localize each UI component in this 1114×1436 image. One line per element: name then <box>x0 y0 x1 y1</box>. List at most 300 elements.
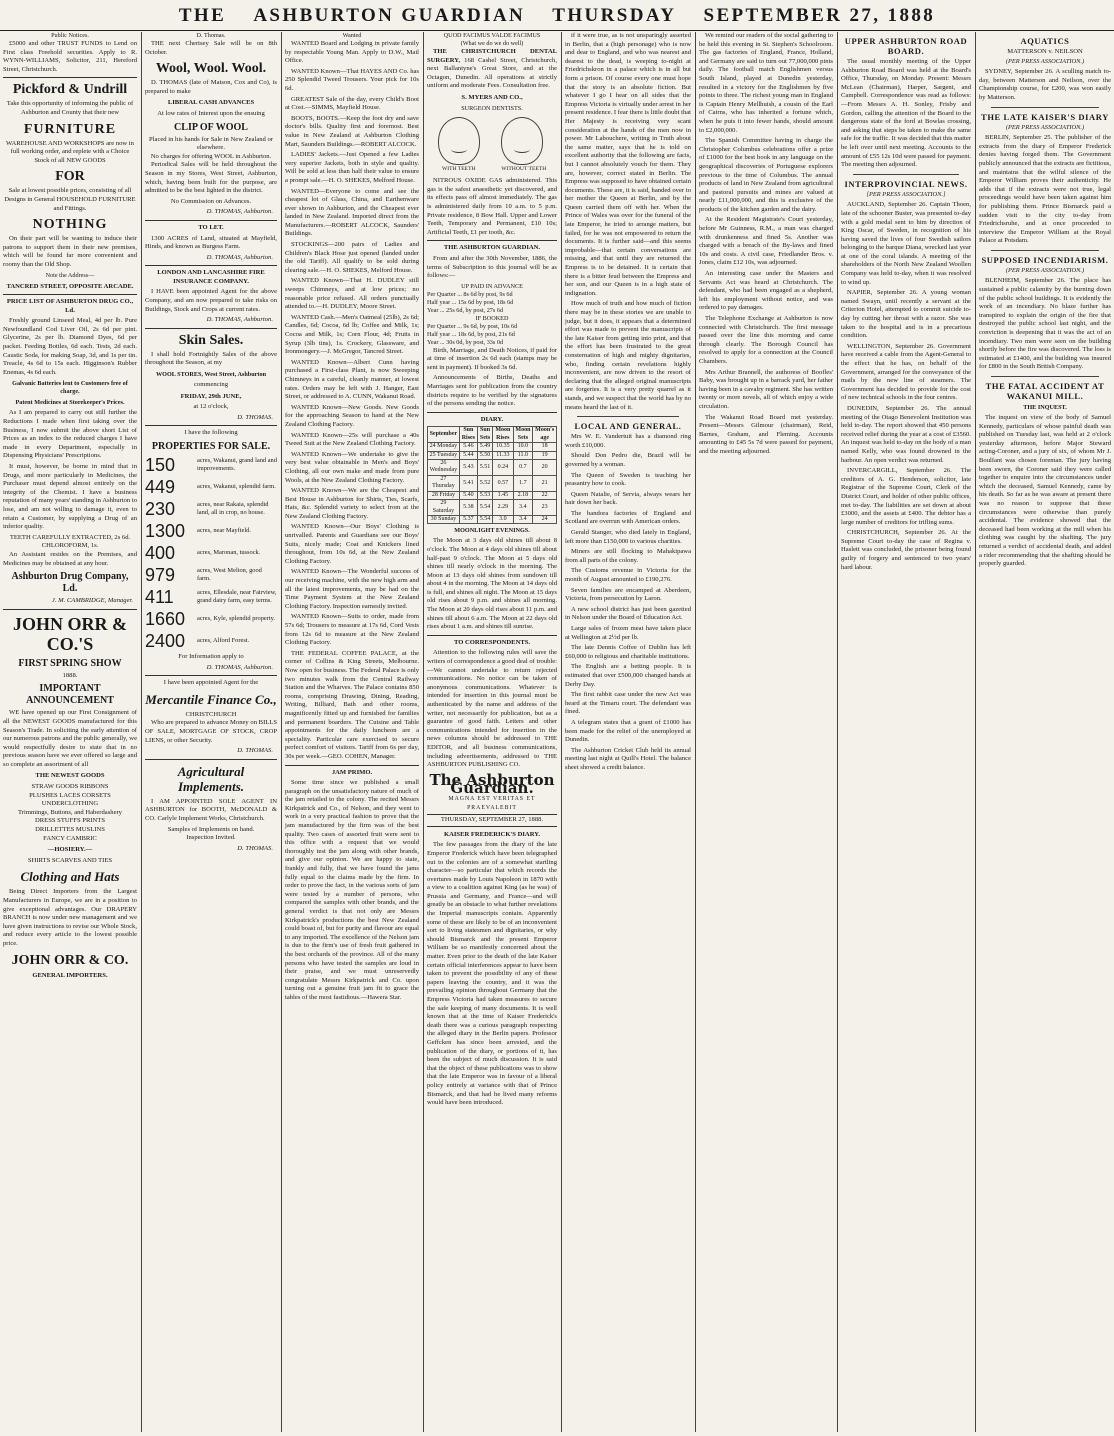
furniture-heading: FURNITURE <box>23 121 117 137</box>
table-cell: 5.51 <box>477 460 492 476</box>
goods-line: UNDERCLOTHING <box>41 800 99 808</box>
goods-line: STRAW GOODS RIBBONS <box>31 783 109 791</box>
signature: D. THOMAS. <box>237 413 273 421</box>
property-row <box>145 499 277 519</box>
table-cell: 5.54 <box>477 500 492 516</box>
table-cell: 18 <box>533 443 557 451</box>
divider <box>3 294 137 295</box>
clothing-body: Being Direct Importers from the Largest Manufacturers in Europe, we are in a position to give exceptional advantages. Our DRAPERY BRANCH is now under new management and we have given instructions to revise our Whole Stock, and reduce every article to the lowest possible price. <box>3 888 137 947</box>
mercantile-heading: Mercantile Finance Co., <box>145 691 277 707</box>
divider <box>145 675 277 676</box>
column-6 <box>696 32 836 1430</box>
table-row <box>428 451 557 459</box>
signature: D. THOMAS. <box>237 747 273 755</box>
late-kaiser-body: BERLIN, September 25. The publisher of the extracts from the diary of Emperor Frederick denies having forged them. The Government publicly announced that the extracts are fictitious, and maintains that the wilful silence of the Emperor William proves their authenticity. He adds that if the extracts were not true, legal proceedings would have been taken against him for publishing them. Prince Bismarck paid a sudden visit to the city to-day from Friedrichsruhe, and at once proceeded to interview the Emperor William at the Royal Palace at Potsdam. <box>979 134 1111 245</box>
property-row <box>145 587 277 607</box>
property-acres: 150 <box>145 455 176 475</box>
pickford-body: Take this opportunity of informing the public of Ashburton and County that their new <box>6 100 134 116</box>
signature: D. THOMAS, Ashburton. <box>206 316 273 324</box>
table-cell: 29 Saturday <box>428 500 460 516</box>
local-continued: The Spanish Committee having in charge the Christopher Columbus celebrations offer a prize of £1000 for the best book in any language on the geographical discoveries of Portuguese explorers previous to the time of Columbus. The annual products of land in New Zealand from agricultural and pastoral pursuits and mines are valued at nearly £11,000,000, and this is exclusive of the products of the kitchen garden and the dairy. <box>699 137 833 213</box>
table-cell: 3.0 <box>493 515 513 523</box>
patent-note: Patent Medicines at Storekeeper's Prices. <box>15 399 125 407</box>
classified-ad: LADIES' Jackets.—Just Opened a few Ladies very superior Jackets, both in style and quality. Will be sold at less than half their value to ensure a prompt sale.—H. O. SHEKES, Melford House. <box>285 151 419 184</box>
address-note: Note the Address— <box>45 271 95 279</box>
property-desc: acres, West Melton, good farm. <box>197 567 262 582</box>
property-row <box>145 455 277 475</box>
table-cell: 3.4 <box>513 515 533 523</box>
local-item: Seven families are encamped at Aberdeen, Victoria, from persecution by Laron. <box>565 586 691 603</box>
face-with-teeth <box>438 117 480 174</box>
classified-ad: WANTED Known—We are the Cheapest and Best House in Ashburton for Shirts, Ties, Scarfs, Hats, &c. Splendid variety to select from at the New Zealand Clothing Factory. <box>285 487 419 520</box>
news-item: AUCKLAND, September 26. Captain Thoen, late of the schooner Buster, was presented to-day with a gold medal sent to him by direction of King Oscar, of Sweden, in recognition of his having saved the lives of four Swedish sailors belonging to the barque Diana, wrecked last year at one of the coral islands. A meeting of the shareholders of the North New Zealand Woollen Company was held to-day, when it was resolved to wind up. <box>841 201 971 286</box>
local-item: The first rabbit case under the new Act was heard at the Timaru court. The defendant was fined. <box>565 691 691 716</box>
goods-line: DRILLETTES MUSLINS <box>35 826 105 834</box>
road-board-heading: UPPER ASHBURTON ROAD BOARD. <box>844 36 968 56</box>
classified-ad: WANTED Known—Our Boys' Clothing is unrivalled. Parents and Guardians see our Boys' Suits, nicely made; Coat and Knickers lined throughout, from 10s 6d, at the New Zealand Clothing Factory. <box>285 523 419 565</box>
local-continued: Mrs Arthur Brannell, the authoress of Boofles' Baby, was brought up in a barrack yard, her father having been in a cavalry regiment. She has written twenty or more novels, all of which enjoy a wide circulation. <box>699 368 833 410</box>
property-acres: 1300 <box>145 521 186 541</box>
table-cell: 5.52 <box>477 475 492 491</box>
press-association: (PER PRESS ASSOCIATION.) <box>1005 57 1085 65</box>
table-cell: 1.45 <box>493 491 513 499</box>
table-cell: 24 <box>533 515 557 523</box>
local-continued: The Telephone Exchange at Ashburton is now connected with Christchurch. The first message passed over the line this morning and came through clearly. The Borough Council has resolved to apply for a connection at the Council Chambers. <box>699 315 833 365</box>
goods-line: FANCY CAMBRIC <box>43 834 97 842</box>
property-desc: acres, Alford Forest. <box>197 637 250 644</box>
dental-heading: THE CHRISTCHURCH DENTAL SURGERY, <box>427 48 557 64</box>
property-acres: 1660 <box>145 609 186 629</box>
property-desc: acres, near Rakaia, splendid land, all in crop, no house. <box>197 501 269 516</box>
property-desc: acres, Wakanui, splendid farm. <box>197 483 276 490</box>
incendiarism-body: BLENHEIM, September 26. The place has sustained a public calamity by the burning down of the public school buildings. It is evidently the work of an incendiary. No blaze further has transpired to explain the origin of the fire that destroyed the public school last night, and the conviction is deepening that it was the act of an incendiary. Two men were seen on the building shortly before the fire was discovered. The loss is estimated at £1400, and the building was insured for £800 in the South British Company. <box>979 277 1111 371</box>
furniture-body: WAREHOUSE AND WORKSHOPS are now in full working order, and replete with a Choice Stock of all NEW GOODS <box>6 139 134 164</box>
property-desc: acres, Maronan, tussock. <box>197 549 261 556</box>
table-row <box>428 500 557 516</box>
divider <box>285 765 419 766</box>
agri-body: I AM APPOINTED SOLE AGENT IN ASHBURTON for BOOTH, McDONALD & CO. Carlyle Implement Works, Christchurch. <box>145 797 277 822</box>
face-icon <box>438 117 480 165</box>
surgeon-line: SURGEON DENTISTS. <box>461 104 523 112</box>
mercantile-body: Who are prepared to advance Money on BILLS OF SALE, MORTGAGE OF STOCK, CROP LIENS, or other Security. <box>145 719 277 744</box>
table-cell: 5.40 <box>459 491 477 499</box>
jam-heading: JAM PRIMO. <box>331 768 373 776</box>
local-item: Miners are still flocking to Mahakipawa from all parts of the colony. <box>565 548 691 564</box>
column-2 <box>142 32 280 1430</box>
classified-ad: BOOTS, BOOTS.—Keep the foot dry and save doctor's bills. Quality first and foremost. Best value in New Zealand at Ashburton Clothing Mart, Saunders Buildings.—ROBERT ALCOCK. <box>285 114 419 148</box>
table-cell: 3.4 <box>513 500 533 516</box>
local-general-heading: LOCAL AND GENERAL. <box>574 421 682 432</box>
no-commission: No Commission on Advances. <box>170 197 252 205</box>
particulars-line: For Information apply to <box>178 653 244 660</box>
correspondents-heading: TO CORRESPONDENTS. <box>453 638 531 646</box>
table-cell: 5.53 <box>477 491 492 499</box>
table-row <box>428 515 557 523</box>
table-cell: 5.54 <box>477 515 492 523</box>
masthead-title <box>0 5 1114 27</box>
newest-goods: THE NEWEST GOODS <box>35 772 105 780</box>
wool-heading: Wool, Wool. Wool. <box>155 61 267 77</box>
press-association: (PER PRESS ASSOCIATION.) <box>1005 266 1085 274</box>
divider <box>577 416 679 417</box>
dental-body-2: NITROUS OXIDE GAS administered. This gas is the safest anaesthetic yet discovered, and its effects pass off almost immediately. The gas is administered daily from 10 a.m. to 5 p.m. Private residence, 8 Bow Hall. Upper and Lower Teeth, Temporary and Permanent, £10 10s; Artificial Teeth, £1 per tooth, &c. <box>427 177 557 236</box>
inquest-heading: THE INQUEST. <box>1023 404 1067 411</box>
diary-header: Moon's age <box>533 427 557 443</box>
section-heading: D. Thomas. <box>196 32 226 39</box>
signature: D. THOMAS, Ashburton. <box>206 663 273 671</box>
no-charges: No charges for offering WOOL in Ashburton. <box>150 152 272 160</box>
table-cell: 26 Wednesday <box>428 460 460 476</box>
table-row <box>428 460 557 476</box>
announcements-notice: Announcements of Births, Deaths and Marriages sent for publication from the country districts require to be verified by the signatures of the persons sending the notice. <box>427 374 557 408</box>
moonlight-body: The Moon at 3 days old shines till about 8 o'clock. The Moon at 4 days old shines till about half-past 9 o'clock. The Moon at 5 days old shines till nearly o'clock in the morning. The Moon at 13 days old shines from sundown till about 4 in the morning. The Moon at 14 days old is full, and shines all night. The Moon at 15 days old rises about 9 p.m. and shines all morning. The Moon at 20 days old rises about 11 p.m. and shines till about 6 a.m. The Moon at 22 days old rises about 1 a.m. and shines till sunrise. <box>427 537 557 631</box>
divider <box>991 376 1099 377</box>
nothing-body: On their part will be wanting to induce their patrons to support them in their new premises, which will be found far more convenient and roomy than the Old Shop. <box>3 235 137 268</box>
important-body: WE have opened up our First Consignment of all the NEWEST GOODS manufactured for this Season's Trade. In soliciting the early attention of our numerous patrons and the public generally, we would respectfully desire to state that in no previous season have we ever offered so large and so complete an assortment of all <box>3 709 137 768</box>
leader-continued-2: How much of truth and how much of fiction there may be in these stories we are unable to judge, but it does, it appears that a determined effort was made to prevent the manuscripts of the late Kaiser from getting into print, and that the effort has been frustrated to the great consternation of high and mighty dignitaries, who, finding certain revelations highly inconvenient, are now driven to the resort of declaring that the alleged original manuscripts are forgeries. It is a very pretty quarrel as it stands, and we suspect that the world has by no means heard the last of it. <box>565 300 691 411</box>
guardian-date: THURSDAY, SEPTEMBER 27, 1888. <box>427 814 557 827</box>
wool-stores: WOOL STORES, West Street, Ashburton <box>155 371 267 379</box>
column-1 <box>0 32 140 1430</box>
table-cell: 20 <box>533 460 557 476</box>
table-cell: 5.49 <box>477 443 492 451</box>
nothing-heading: NOTHING <box>32 217 108 233</box>
friday-date: FRIDAY, 29th JUNE, <box>180 392 242 400</box>
subscription-line: Per Quarter ... 8s 6d by post, 9s 6d <box>427 290 513 298</box>
diary-header: Sun Sets <box>477 427 492 443</box>
classified-ad: WANTED—Everyone to come and see the cheapest lot of Glass, China, and Earthenware ever shown in Ashburton, and the Cheapest ever landed in New Zealand. Imported direct from the Manufacturers.—ROBERT ALCOCK, Saunders' Buildings. <box>285 187 419 238</box>
divider <box>427 635 557 636</box>
table-cell: 0.7 <box>513 460 533 476</box>
table-cell: 28 Friday <box>428 491 460 499</box>
following-line: I have the following <box>184 429 238 437</box>
correspondents-body: Attention to the following rules will save the writers of correspondence a good deal of trouble:—We cannot undertake to return rejected communications. No notice can be taken of anonymous communications. Whatever is intended for insertion in this journal must be authenticated by the name and address of the writer, not necessarily for publication, but as a guarantee of good faith. Letters and other communications intended for insertion in the news columns should be addressed to THE EDITOR, and all business communications, including advertisements, addressed to THE ASHBURTON PUBLISHING CO. <box>427 649 557 769</box>
london-body: I HAVE been appointed Agent for the above Company, and am now prepared to take risks on Buildings, Stock and Crops at current rates. <box>145 288 277 313</box>
subscription-heading: THE ASHBURTON GUARDIAN. <box>443 244 541 252</box>
local-item: Should Don Pedro die, Brazil will be governed by a woman. <box>565 452 691 468</box>
masthead-date: SEPTEMBER 27, 1888 <box>703 5 936 26</box>
properties-list <box>145 455 277 651</box>
price-list-body: Freshly ground Linseed Meal, 4d per lb. Pure Newfoundland Cod Liver Oil, 2s 6d per pint. Glycerine, 2s per lb. Diamond Dyes, 6d per packet. Feeding Bottles, 6d each. Tests, 2d each. Caustic Soda, for making Soap, 3d, and 1s per tin. Treacle, 4s 6d to 15s each. Higginson's Rubber Enemas, 4s 6d each. <box>3 317 137 376</box>
property-acres: 979 <box>145 565 176 585</box>
property-desc: acres, Wakanui, grand land and improvements. <box>197 457 277 472</box>
column-3 <box>282 32 422 1430</box>
motto-latin: QUOD FACIMUS VALDE FACIMUS <box>443 32 541 39</box>
goods-line: DRESS STUFFS PRINTS <box>35 817 105 825</box>
for-heading: FOR <box>55 169 85 185</box>
hosiery-heading: —HOSIERY.— <box>47 846 93 854</box>
table-row <box>428 475 557 491</box>
interprovincial-heading: INTERPROVINCIAL NEWS. <box>844 178 968 189</box>
divider <box>3 77 137 78</box>
table-cell: 5.38 <box>459 500 477 516</box>
press-association: [PER PRESS ASSOCIATION.] <box>866 190 946 198</box>
subscription-line: Per Quarter ... 9s 6d, by post, 10s 6d <box>427 322 518 330</box>
table-cell: 22 <box>533 491 557 499</box>
jam-body: Some time since we published a small paragraph on the unsatisfactory nature of much of the jam retailed to the colony. The recited Messrs Kirkpatrick and Co., of Nelson, and they went to work in a very practical fashion to prove that the jam manufactured by the firm was of the best quality. Two cases of assorted fruit were sent to this office with a request that we would thoroughly test the jam along with other brands, and give our opinion. We are happy to state, frankly and fully, that we have found the jams fully equal to the claims made by the firm. In order to prove the fact, in the various sorts of jam were tested by a number of persons, who compared the samples with other brands, and the general verdict is that not only are Messrs Kirkpatrick's productions the best New Zealand could boast of, but for purity and flavour are equal to any imported. The excellence of the Nelson jam is due to the firm's use of fresh fruit gathered in the best orchards of the province. All of the many persons who have tested the samples are loud in their praise, and we must unreservedly congratulate Messrs Kirkpatrick and Co. upon turning out a genuine fruit jam fit to grace the tables of the most fastidious.—Hawera Star. <box>285 779 419 1001</box>
money-ad: £5000 and other TRUST FUNDS to Lend on First class Freehold securities. Apply to R. WYNN-WILLIAMS, Solicitor, 211, Hereford Street, Christchurch. <box>3 40 137 73</box>
news-item: NAPIER, September 26. A young woman named Swayn, until recently a servant at the Criterion Hotel, attempted to commit suicide to-day by cutting her throat with a razor. She was taken to the hospital and is in a precarious condition. <box>841 289 971 340</box>
subscription-line: IF BOOKED <box>475 314 509 322</box>
inspection-line: Inspection Invited. <box>186 834 236 842</box>
table-cell: 25 Tuesday <box>428 451 460 459</box>
london-heading: LONDON AND LANCASHIRE FIRE INSURANCE COMPANY. <box>157 269 265 285</box>
dental-text: 168 Cashel Street, Christchurch, next Ballantyne's Great Store, and at the Octagon, Dunedin. All operations at strictly uniform and moderate Fees. Consultation free. <box>427 56 557 90</box>
births-notice: Birth, Marriage, and Death Notices, if paid for at time of insertion 2s 6d each (stamps may be sent in payment). If booked 3s 6d. <box>427 346 557 371</box>
divider <box>427 412 557 413</box>
table-cell: 11.0 <box>513 451 533 459</box>
table-row <box>428 491 557 499</box>
teeth-note: TEETH CAREFULLY EXTRACTED, 2s 6d. CHLOROFORM, 1s. <box>9 533 131 550</box>
table-cell: 5.50 <box>477 451 492 459</box>
property-acres: 230 <box>145 499 176 519</box>
drug-co-manager: J. M. CAMBRIDGE, Manager. <box>51 597 133 605</box>
local-continued: An interesting case under the Masters and Servants Act was heard at Christchurch. The defendant, who had been engaged as a shepherd, left his employment without notice, and was ordered to pay damages. <box>699 270 833 312</box>
diary-table <box>427 426 557 524</box>
column-7 <box>838 32 974 1430</box>
column-5 <box>562 32 694 1430</box>
diary-header: September <box>428 427 460 443</box>
subscription-line: Year ... 25s 6d, by post, 27s 6d <box>427 306 504 314</box>
paper-name: ASHBURTON GUARDIAN <box>253 5 526 26</box>
subscription-line: UP PAID IN ADVANCE <box>461 282 523 290</box>
table-cell: 30 Sunday <box>428 515 460 523</box>
skin-sales-heading: Skin Sales. <box>178 332 244 348</box>
property-desc: acres, near Mayfield. <box>197 527 251 534</box>
face-label: WITHOUT TEETH <box>501 165 547 172</box>
classified-ad: WANTED Known—25s will purchase a 40s Tweed Suit at the New Zealand Clothing Factory. <box>285 431 419 448</box>
divider <box>145 425 277 426</box>
address: TANCRED STREET, OPPOSITE ARCADE. <box>6 282 134 290</box>
mercantile-city: CHRISTCHURCH <box>185 710 237 718</box>
local-item: The late Dennis Coffee of Dublin has left £60,000 to religious and charitable institutions. <box>565 644 691 660</box>
signature: D. THOMAS, Ashburton. <box>206 208 273 216</box>
price-list-heading: PRICE LIST OF ASHBURTON DRUG CO., Ld. <box>6 298 134 314</box>
table-row <box>428 443 557 451</box>
face-icon <box>501 117 543 165</box>
local-item: The Ashburton Cricket Club held its annual meeting last night at Quill's Hotel. The balance sheet showed a credit balance. <box>565 746 691 771</box>
classified-ad: WANTED Known—That H. DUDLEY still sweeps Chimneys, and at low prices; no reasonable price refused. All orders punctually attended to.—H. DUDLEY, Moore Street. <box>285 277 419 311</box>
assistant-note: An Assistant resides on the Premises, and Medicines may be obtained at any hour. <box>3 550 137 567</box>
signature: D. THOMAS, Ashburton. <box>206 253 273 261</box>
divider <box>145 328 277 329</box>
column-8 <box>976 32 1114 1430</box>
diary-header: Sun Rises <box>459 427 477 443</box>
masthead <box>0 4 1114 31</box>
property-row <box>145 477 277 497</box>
local-continued: We remind our readers of the social gathering to be held this evening in St. Stephen's Schoolroom. The gas factories of England, France, Holland, and Germany are said to turn out 77,000,000 pints daily. The football match Englishmen versus South Island, played at Dunedin yesterday, resulted in a victory for the Englishmen by five points to three. The richest young man in England is Captain Henry Mellhuish, a cousin of the Earl of Cairns, who has inherited a fortune which, when he puts it into fewer hands, should amount to £2,000,000. <box>699 32 833 134</box>
late-kaiser-heading: THE LATE KAISER'S DIARY <box>981 111 1109 122</box>
local-item: The Queen of Sweden is teaching her peasantry how to cook. <box>565 471 691 488</box>
subscription-line: Half year ... 18s 6d, by post, 21s 6d <box>427 330 515 338</box>
motto-translation: (What we do we do well) <box>460 40 524 47</box>
classified-ad: WANTED Known—The Wonderful success of our receiving machine, with the new high arm and all the latest improvements, may be had on the Time Payment System at the New Zealand Clothing Factory. Inspection earnestly invited. <box>285 568 419 610</box>
property-row <box>145 521 277 541</box>
chertsey-notice: THE next Chertsey Sale will be on 8th October. <box>145 40 277 56</box>
diary-header-row <box>428 427 557 443</box>
local-continued: The Wakanui Road Board met yesterday. Present—Messrs Gilmour (chairman), Reid, Barnes, Graham, and Fleming. Accounts amounting to £45 5s 7d were passed for payment, and the meeting adjourned. <box>699 413 833 455</box>
table-cell: 2.18 <box>513 491 533 499</box>
diary-header: Moon Sets <box>513 427 533 443</box>
divider <box>853 174 959 175</box>
divider <box>145 759 277 760</box>
section-heading: Wanted <box>342 32 362 39</box>
classified-ad: WANTED Known—New Goods. New Goods for the approaching Season to hand at the New Zealand Clothing Factory. <box>285 403 419 428</box>
table-cell: 1.7 <box>513 475 533 491</box>
local-item: A telegram states that a grant of £1000 has been made for the relief of the unemployed at Dunedin. <box>565 718 691 744</box>
table-cell: 10.35 <box>493 443 513 451</box>
interest-line: At low rates of Interest upon the ensuing <box>157 109 265 117</box>
sale-time: at 12 o'clock, <box>193 403 229 411</box>
table-cell: 5.44 <box>459 451 477 459</box>
face-without-teeth <box>501 117 546 174</box>
local-item: Gerald Stanger, who died lately in England, left more than £150,000 to various charities. <box>565 529 691 545</box>
local-item: The English are a betting people. It is estimated that over £500,000 changed hands at Derby Day. <box>565 663 691 688</box>
moonlight-heading: MOONLIGHT EVENINGS. <box>454 527 530 535</box>
classified-ad: WANTED Known—That HAYES AND Co. has 250 Splendid Tweed Trousers. Your pick for 10s 6d. <box>285 67 419 92</box>
diary-header: Moon Rises <box>493 427 513 443</box>
mercantile-pre: I have been appointed Agent for the <box>163 679 259 687</box>
goods-line: Trimmings, Buttons, and Haberdashery <box>18 808 122 816</box>
galvanic-note: Galvanic Batteries lent to Customers free of charge. <box>12 380 128 396</box>
classified-ad: WANTED Known—We undertake to give the very best value obtainable in Men's and Boys' Clothing, all our own make and made from pure Wools, at the New Zealand Clothing Factory. <box>285 450 419 484</box>
aquatics-heading: AQUATICS <box>1020 36 1070 46</box>
sale-body: Sale at lowest possible prices, consisting of all Designs in General HOUSEHOLD FURNITURE and Fittings. <box>4 187 136 212</box>
local-item: Large sales of frozen meat have taken place at Wellington at 2½d per lb. <box>565 625 691 641</box>
orr-heading: JOHN ORR & CO.'S <box>13 613 127 654</box>
table-cell: 5.46 <box>459 443 477 451</box>
property-row <box>145 609 277 629</box>
classified-ad: WANTED Cash.—Men's Oatmeal (25lb), 2s 6d; Candles, 6d; Cocoa, 6d lb; Coffee and Milk, 1s; Cocoa and Milk, 1s; Corn Flour, 4d; Fruits in Syrup (3lb tins), 1s. Crockery, Glassware, and Ironmongery.—J. McGregor, Tancred Street. <box>285 313 419 356</box>
important-heading: IMPORTANT ANNOUNCEMENT <box>26 683 114 707</box>
property-acres: 400 <box>145 543 176 563</box>
general-importers: GENERAL IMPORTERS. <box>32 971 108 979</box>
agri-heading: Agricultural Implements. <box>177 763 245 794</box>
local-item: The Customs revenue in Victoria for the month of August amounted to £190,276. <box>565 567 691 584</box>
classified-ad: WANTED Board and Lodging in private family by respectable Young Man. Apply to D.W., Mail Office. <box>285 40 419 65</box>
table-cell: 24 Monday <box>428 443 460 451</box>
kaiser-diary-body: The few passages from the diary of the late Emperor Frederick which have been telegraphed out to the colonies are of a somewhat startling character—so particular that which records the overtures made by Louis Napoleon in 1870 with a view to a coalition against King (as he was) of Prussia and Germany, and France—and will greatly be an obstacle to what further revelations the Imperial manuscripts contain. Apparently some of these are likely to be of an inconvenient sort to living statesmen and dignitaries, or why should Bismarck and the present Emperor William be so manifestly concerned about the matter. Even prior to the death of the late Kaiser certain official interferences appear to have been taken to prevent the possibility of any of these papers leaving the country, and it was the prevailing opinion throughout Germany that the Empress Victoria had taken measures to secure the safe keeping of many documents. It is well known that at the time of Kaiser Frederick's death there was a curious paragraph respecting the alleged diary in the Berlin papers. Professor Geffcken has since been arrested, and the publication of the diary, or portions of it, has been the subject of much discussion. It is said that the object of these publications was to show that the late Emperor was in favour of a liberal policy entirely at variance with that of Prince Bismarck, and that had he lived many reforms would have been introduced. <box>427 841 557 1107</box>
local-item: The bandora factories of England and Scotland are overrun with American orders. <box>565 509 691 526</box>
property-row <box>145 543 277 563</box>
local-continued: At the Resident Magistrate's Court yesterday, before Mr Guinness, R.M., a man was charged with drunkenness and fined 5s. Another was charged with a breach of the By-laws and fined 10s and costs. A civil case, Friedlander Bros. v. Jones, claim £12 10s, was adjourned. <box>699 216 833 267</box>
incendiarism-heading: SUPPOSED INCENDIARISM. <box>981 254 1109 265</box>
local-item: A new school district has just been gazetted in Nelson under the Board of Education Act. <box>565 605 691 622</box>
aquatics-sub: MATTERSON v. NEILSON <box>1007 48 1083 55</box>
news-item: WELLINGTON, September 26. Government have received a cable from the Agent-General to the effect that he has, on behalf of the Government, arranged for the conveyance of the mails by the new line of steamers. The Government has decided to provide for the cost of new technical schools in the four centres. <box>841 342 971 402</box>
wool-body: D. THOMAS (late of Matson, Cox and Co), is prepared to make <box>145 79 277 95</box>
property-desc: acres, Ellesdale, near Fairview, grand dairy farm, easy terms. <box>197 589 277 604</box>
table-cell: 11.33 <box>493 451 513 459</box>
property-row <box>145 565 277 585</box>
to-let-body: 1300 ACRES of Land, situated at Mayfield, Hinds, and known as Burgess Farm. <box>145 234 277 251</box>
table-cell: 2.29 <box>493 500 513 516</box>
table-cell: 21 <box>533 475 557 491</box>
masthead-day: THURSDAY <box>552 5 677 26</box>
news-item: DUNEDIN, September 26. The annual meeting of the Otago Benevolent Institution was held to-day. The report showed that 450 persons received relief during the year at a cost of £3560. An inquest was held to-day on the body of a man named Kelly, who was found drowned in the harbour. An open verdict was returned. <box>841 404 971 464</box>
kaiser-diary-heading: KAISER FREDERICK'S DIARY. <box>443 830 541 838</box>
skin-body: I shall hold Fortnightly Sales of the above throughout the Season, at my <box>145 350 277 367</box>
subscription-body: From and after the 30th November, 1886, the terms of Subscription to this journal will be as follows:— <box>427 254 557 280</box>
divider <box>427 240 557 241</box>
clip-heading: CLIP OF WOOL <box>174 121 248 133</box>
local-item: Queen Natalie, of Servia, always wears her hair down her back. <box>565 490 691 507</box>
show-year: 1888. <box>62 671 78 679</box>
local-item: Mrs W. E. Vandertuit has a diamond ring worth £10,000. <box>565 433 691 449</box>
commencing: commencing <box>193 381 229 389</box>
table-cell: 0.24 <box>493 460 513 476</box>
diary-heading: DIARY. <box>480 415 504 423</box>
drug-body: As I am prepared to carry out still further the Reductions I made when first taking over the Business, I now submit the above short List of Prices as an index to the reduced charges I have made in every Department, especially in Dispensing Physicians' Prescriptions. <box>3 409 137 460</box>
table-cell: 5.37 <box>459 515 477 523</box>
dental-body <box>427 48 557 91</box>
liberal-advances: LIBERAL CASH ADVANCES <box>167 99 255 107</box>
to-let-heading: TO LET. <box>198 223 224 231</box>
property-acres: 2400 <box>145 631 186 651</box>
property-row <box>145 631 277 651</box>
classified-ad: WANTED Known—Albert Cunn having purchased a First-class Plant, is now Sweeping Chimneys in a careful, cleanly manner, at lowest rates. Orders may be left with J. Hanger, East Street, or addressed to A. CUNN, Wakanui Road. <box>285 358 419 401</box>
table-cell: 23 <box>533 500 557 516</box>
divider <box>991 250 1099 251</box>
guardian-motto: MAGNA EST VERITAS ET PRAEVALEBIT <box>448 795 536 811</box>
road-board-body: The usual monthly meeting of the Upper Ashburton Road Board was held at the Board's Office, Thursday, on Monday. Present: Messrs McLean (Chairman), Harper, Sargent, and Campbell. Correspondence was read as follows:—From Messrs A. H. Sonley, Frisby and Gordon, calling the attention of the Board to the dangerous state of the ford at Bowlas crossing, and asking that steps be taken to make the same safe for the traffic. It was decided that this matter be left over until next meeting. Accounts to the amount of £55 12s 10d were passed for payment. The meeting then adjourned. <box>841 58 971 169</box>
classified-ad: STOCKINGS—200 pairs of Ladies and Children's Black Hose just opened (landed under the old Tariff). All qualify to be sold during clearing sale.—H. O. SHEKES, Melford House. <box>285 241 419 274</box>
property-desc: acres, Kyle, splendid property. <box>197 615 276 622</box>
press-association: (PER PRESS ASSOCIATION.) <box>1005 123 1085 131</box>
drug-body-2: It must, however, be borne in mind that in Drugs, and more particularly in Medicines, the Purchaser must depend almost entirely on the integrity of the Chemist. I have a business reputation of many years' standing in Ashburton to lose, and am not willing to damage it, even to retain a Customer, by supplying a Drug of an inferior quality. <box>3 463 137 531</box>
masthead-the: THE <box>178 5 227 26</box>
orr-footer-name: JOHN ORR & CO. <box>11 952 129 968</box>
divider <box>3 609 137 610</box>
samples-line: Samples of Implements on hand. <box>167 825 255 833</box>
property-acres: 449 <box>145 477 176 497</box>
goods-line: PLUSHES LACES CORSETS <box>29 791 111 799</box>
news-item: CHRISTCHURCH, September 26. At the Supreme Court to-day the case of Regina v. Haslett was concluded, the prisoner being found guilty of forgery and sentenced to two years' hard labour. <box>841 529 971 571</box>
table-cell: 19 <box>533 451 557 459</box>
section-heading: Public Notices. <box>51 32 89 39</box>
clip-body: Placed in his hands for Sale in New Zealand or elsewhere. <box>149 135 273 152</box>
news-item: INVERCARGILL, September 26. The creditors of A. G. Henderson, solicitor, late Registrar of the Supreme Court, Clerk of the District Court, and holder of other public offices, met to-day. The liabilities are set down at about £3000, and the assets at £400. The debtor has a large number of creditors for trifling sums. <box>841 467 971 526</box>
pickford-heading: Pickford & Undrill <box>12 82 128 98</box>
guardian-banner: The Ashburton Guardian. <box>429 770 555 798</box>
subscription-line: Half year ... 15s 6d by post, 18s 6d <box>427 298 514 306</box>
divider <box>991 107 1099 108</box>
table-cell: 27 Thursday <box>428 475 460 491</box>
classified-ad: GREATEST Sale of the day, every Child's Boot at Cost.—SIMMS, Mayfield House. <box>285 95 419 112</box>
dental-illustration <box>427 117 557 174</box>
hosiery-items: SHIRTS SCARVES AND TIES <box>27 856 113 864</box>
table-cell: 0.57 <box>493 475 513 491</box>
signature: D. THOMAS. <box>237 844 273 852</box>
classified-ad: THE FEDERAL COFFEE PALACE, at the corner of Collins & King Streets, Melbourne. Now open for business. The Federal Palace is only two minutes walk from the Central Railway Station and the Wharves. The Palace contains 850 rooms, comprising Drawing, Dining, Reading, Writing, Billiard, Bath and other rooms, magnificently fitted up and furnished for families and permanent boarders. The Cuisine and Table appointments for the daily luncheon are a speciality. Particular care exercised to secure perfect comfort of visitors. Tariff from 6s per day, 30s per week.—GEO. COHEN, Manager. <box>285 649 419 760</box>
leader-continued: if it were true, as is not unsparingly asserted in Berlin, that a (high personage) who is now and dear to England, and who was nearest and dearest to the dead, is weeping to-night at Friedrichskron in a palace which is in all but form a prison. Of course every one must hope that the story is an absolute fiction. But whatever I go I hear on all sides that the Empress Victoria is virtually under arrest in her present residence. I fear there is little doubt that Her Majesty is receiving very scant consideration at the hands of the men now in power. Mr Labouchere, writing in Truth about the same matter, says that he is told on excellent authority that the following are facts, but I cannot absolutely vouch for them. They are, however, correct stated in Berlin. The Empress was supposed to have obtained certain documents. These are, it is said, handed over to her mother the Queen at Berlin, and by the Queen carried them off with her. When the Prince of Wales was over for the funeral of the late Emperor, he tried to arrange matters, but failed, for he was not empowered to return the documents. It is further said—and this seems improbable—that certain conversations are missing, and that until they are returned the Empress is to be detained. It is certain that there is a bitter feud between the Empress and her son, and our Queen is in a high state of indignation. <box>565 32 691 297</box>
fatal-accident-body: The inquest on view of the body of Samuel Kennedy, particulars of whose painful death was published on Tuesday last, was held at 2 o'clock yesterday afternoon, before Major Steward acting-Coroner, and a jury of six, of whom Mr J. Boulfant was chosen foreman. The jury having been sworn, the Coroner said they were called together to enquire into the circumstances under which the deceased, Samuel Kennedy, came by his death. So far as he was aware at present there was no reason to suppose that these circumstances were otherwise than purely accidental. The evidence showed that the deceased had been working at the mill when his clothing was caught by the shafting. The jury returned a verdict of accidental death, and added a rider recommending that the shafting should be properly guarded. <box>979 414 1111 568</box>
spring-show-heading: FIRST SPRING SHOW <box>18 657 122 669</box>
fatal-accident-heading: THE FATAL ACCIDENT AT WAKANUI MILL. <box>985 381 1105 401</box>
table-cell: 10.0 <box>513 443 533 451</box>
property-acres: 411 <box>145 587 174 607</box>
clothing-heading: Clothing and Hats <box>20 869 120 885</box>
myers-name: S. MYERS AND CO., <box>461 93 523 101</box>
table-cell: 5.41 <box>459 475 477 491</box>
aquatics-body: SYDNEY, September 26. A sculling match to-day, between Matterson and Neilson, over the Championship course, for £200, was won easily by Matterson. <box>979 68 1111 101</box>
divider <box>145 220 277 221</box>
divider <box>145 265 277 266</box>
column-4 <box>424 32 560 1430</box>
face-label: WITH TEETH <box>441 165 476 172</box>
drug-co-name: Ashburton Drug Company, Ld. <box>11 571 129 595</box>
subscription-line: Year ... 30s 0d, by post, 33s 0d <box>427 338 504 346</box>
